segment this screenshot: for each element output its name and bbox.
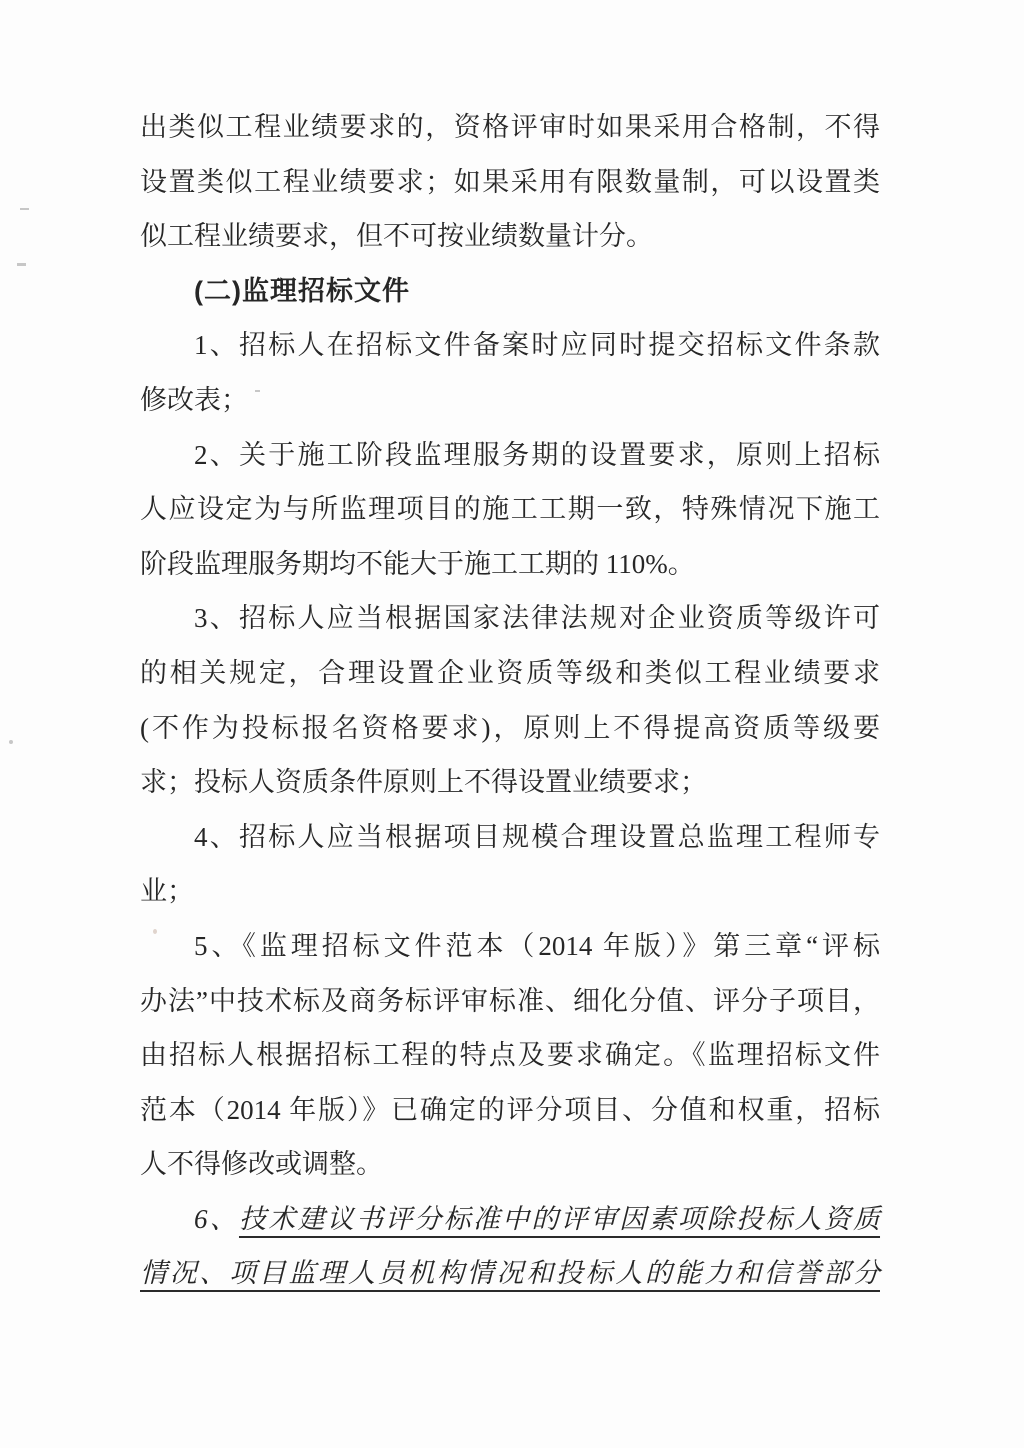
line-text: 3、招标人应当根据国家法律法规对企业资质等级许可 [194, 603, 880, 634]
text-line [140, 1083, 880, 1138]
text-line [140, 701, 880, 756]
document-content [140, 100, 880, 1301]
line-text: 范本（2014 年版）》已确定的评分项目、分值和权重，招标 [140, 1094, 880, 1125]
scan-speck [153, 929, 157, 934]
scan-speck [20, 208, 29, 210]
line-text: 情况、项目监理人员机构情况和投标人的能力和信誉部分 [140, 1258, 880, 1289]
text-line [140, 646, 880, 701]
line-text: (二)监理招标文件 [194, 275, 410, 306]
line-text: 技术建议书评分标准中的评审因素项除投标人资质 [238, 1203, 881, 1234]
line-text: 4、招标人应当根据项目规模合理设置总监理工程师专 [194, 821, 880, 852]
text-line [140, 974, 880, 1029]
line-text: 1、招标人在招标文件备案时应同时提交招标文件条款 [194, 330, 880, 361]
text-line [140, 155, 880, 210]
text-line [140, 100, 880, 155]
text-line [140, 209, 880, 264]
line-text: 的相关规定，合理设置企业资质等级和类似工程业绩要求 [140, 657, 880, 688]
scan-speck [17, 263, 26, 266]
line-text: 2、关于施工阶段监理服务期的设置要求，原则上招标 [194, 439, 880, 470]
text-line [140, 1246, 880, 1301]
text-line [140, 755, 880, 810]
line-text: 修改表； [140, 384, 248, 415]
line-text: 人应设定为与所监理项目的施工工期一致，特殊情况下施工 [140, 494, 880, 525]
text-line [140, 1137, 880, 1192]
text-line [140, 1192, 880, 1247]
list-number: 6、 [194, 1203, 239, 1234]
line-text: 由招标人根据招标工程的特点及要求确定。《监理招标文件 [140, 1040, 880, 1071]
text-line [140, 919, 880, 974]
text-line [140, 810, 880, 865]
line-text: (不作为投标报名资格要求)，原则上不得提高资质等级要 [140, 712, 880, 743]
text-line [140, 1028, 880, 1083]
line-text: 人不得修改或调整。 [140, 1149, 383, 1180]
line-text: 办法”中技术标及商务标评审标准、细化分值、评分子项目， [140, 985, 880, 1016]
scan-speck [255, 390, 260, 392]
line-text: 设置类似工程业绩要求；如果采用有限数量制，可以设置类 [140, 166, 880, 197]
section-heading [140, 264, 880, 319]
text-line [140, 537, 880, 592]
text-line [140, 591, 880, 646]
text-line [140, 482, 880, 537]
line-text: 求；投标人资质条件原则上不得设置业绩要求； [140, 767, 707, 798]
line-text: 5、《监理招标文件范本（2014 年版）》第三章“评标 [194, 930, 880, 961]
line-text: 业； [140, 876, 194, 907]
text-line [140, 318, 880, 373]
scan-speck [9, 740, 13, 744]
line-text: 出类似工程业绩要求的，资格评审时如果采用合格制，不得 [140, 112, 880, 142]
line-text: 似工程业绩要求，但不可按业绩数量计分。 [140, 221, 653, 252]
text-line [140, 864, 880, 919]
line-text: 阶段监理服务期均不能大于施工工期的 110%。 [140, 548, 695, 579]
text-line [140, 373, 880, 428]
text-line [140, 428, 880, 483]
